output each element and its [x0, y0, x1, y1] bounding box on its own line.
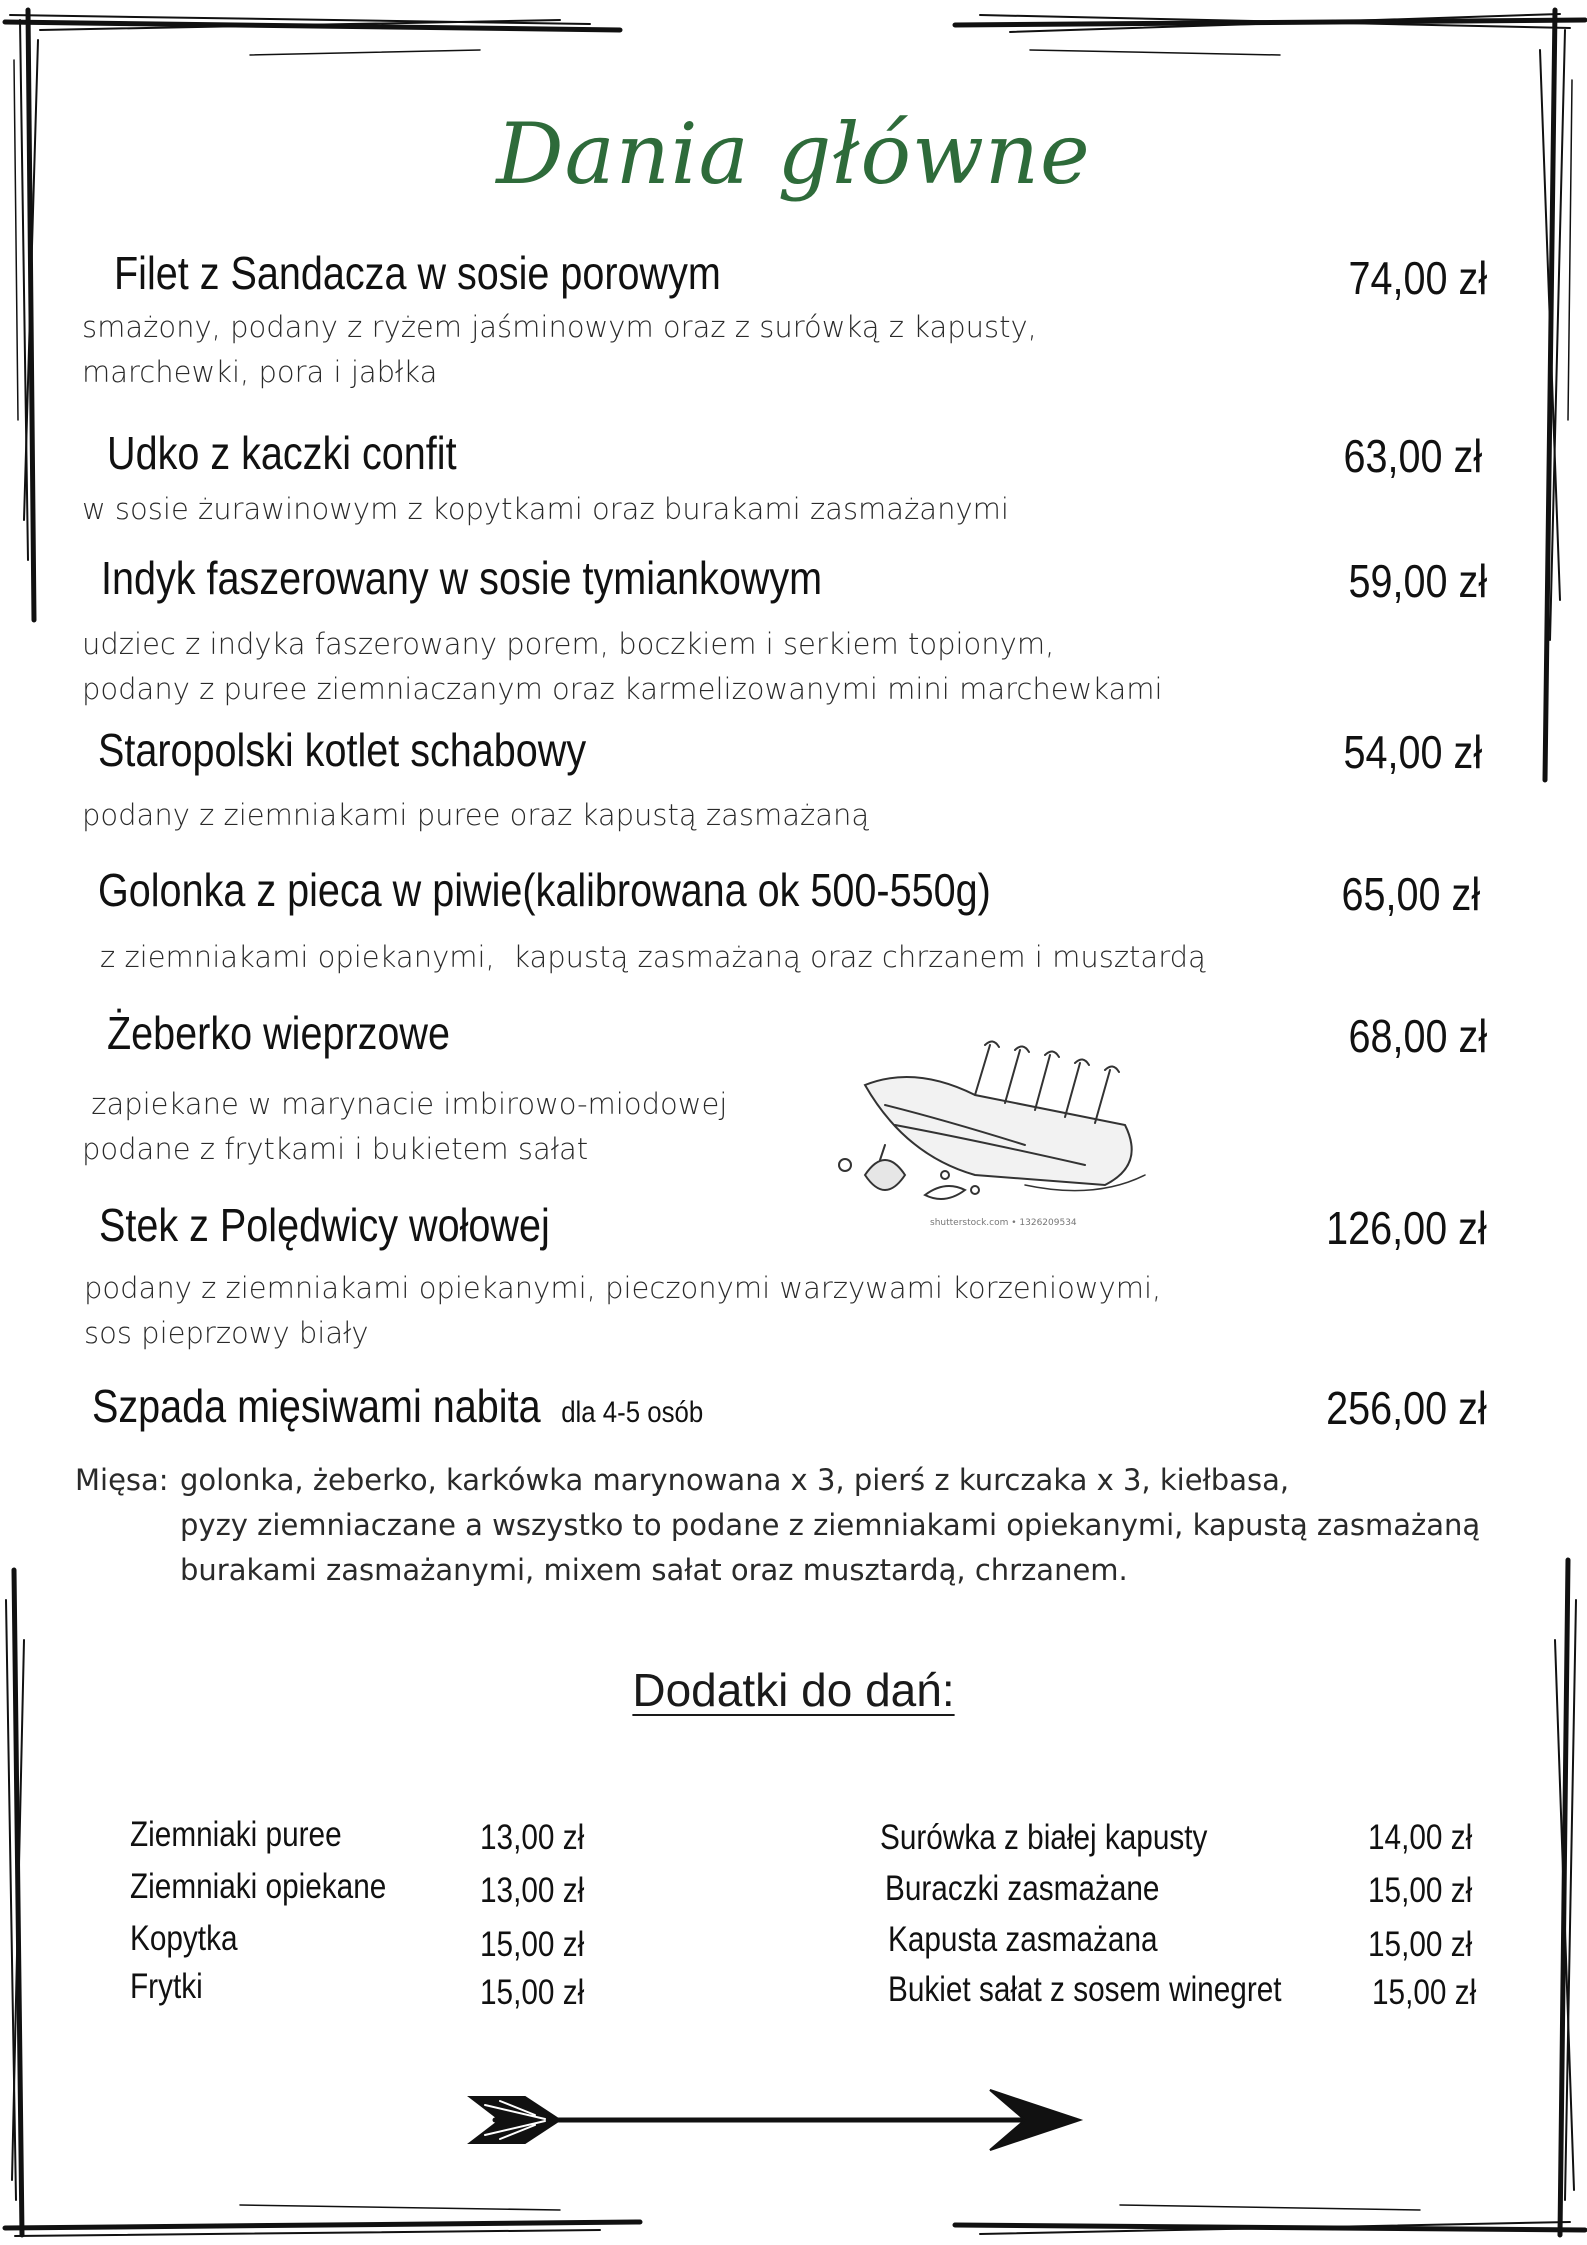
side-name: Ziemniaki opiekane: [130, 1867, 387, 1906]
side-price: 14,00 zł: [1368, 1818, 1473, 1857]
dish-description: z ziemniakami opiekanymi, kapustą zasmażaną oraz chrzanem i musztardą: [100, 940, 1206, 974]
dish-name: Udko z kaczki confit: [107, 427, 457, 479]
dish-name: Stek z Polędwicy wołowej: [99, 1199, 550, 1251]
dish-name: Golonka z pieca w piwie(kalibrowana ok 500-550g): [98, 864, 991, 916]
dish-description: udziec z indyka faszerowany porem, boczkiem i serkiem topionym, podany z puree ziemniaczanym oraz karmelizowanymi mini marchewkami: [82, 627, 1163, 706]
sides-title: Dodatki do dań:: [632, 1664, 955, 1716]
pork-ribs-illustration: [825, 1025, 1170, 1235]
dish-name-text: Szpada mięsiwami nabita: [92, 1380, 541, 1432]
side-name: Kopytka: [130, 1919, 238, 1958]
dish-description: smażony, podany z ryżem jaśminowym oraz z surówką z kapusty, marchewki, pora i jabłka: [82, 310, 1037, 389]
side-name: Frytki: [130, 1967, 203, 2006]
dish-name: Żeberko wieprzowe: [107, 1007, 451, 1059]
dish-price: 63,00 zł: [1343, 430, 1482, 482]
dish-description: podany z ziemniakami puree oraz kapustą zasmażaną: [82, 798, 870, 832]
dish-price: 256,00 zł: [1326, 1382, 1487, 1434]
side-price: 15,00 zł: [1372, 1973, 1477, 2012]
side-name: Kapusta zasmażana: [888, 1920, 1158, 1959]
dish-name: [92, 1378, 703, 1441]
dish-name: Indyk faszerowany w sosie tymiankowym: [101, 552, 823, 604]
side-name: Bukiet sałat z sosem winegret: [888, 1970, 1282, 2009]
side-price: 13,00 zł: [480, 1871, 585, 1910]
dish-price: 59,00 zł: [1348, 555, 1487, 607]
dish-price: 65,00 zł: [1341, 868, 1480, 920]
dish-description: w sosie żurawinowym z kopytkami oraz burakami zasmażanymi: [82, 492, 1009, 526]
side-name: Surówka z białej kapusty: [880, 1818, 1208, 1857]
dish-price: 74,00 zł: [1348, 252, 1487, 304]
side-name: Ziemniaki puree: [130, 1815, 342, 1854]
dish-description: podany z ziemniakami opiekanymi, pieczonymi warzywami korzeniowymi, sos pieprzowy biały: [84, 1271, 1162, 1350]
arrow-icon: [465, 2085, 1095, 2155]
side-price: 15,00 zł: [480, 1925, 585, 1964]
page-title: Dania główne: [496, 105, 1091, 203]
side-price: 15,00 zł: [480, 1973, 585, 2012]
dish-price: 54,00 zł: [1343, 726, 1482, 778]
dish-name: Filet z Sandacza w sosie porowym: [114, 247, 721, 299]
dish-price: 68,00 zł: [1348, 1010, 1487, 1062]
dish-price: 126,00 zł: [1326, 1202, 1487, 1254]
side-name: Buraczki zasmażane: [885, 1869, 1160, 1908]
dish-name: Staropolski kotlet schabowy: [98, 724, 587, 776]
illustration-credit: shutterstock.com • 1326209534: [930, 1218, 1077, 1228]
dish-note: dla 4-5 osób: [561, 1396, 704, 1429]
dish-description: zapiekane w marynacie imbirowo-miodowej podane z frytkami i bukietem sałat: [82, 1087, 728, 1166]
meat-description: golonka, żeberko, karkówka marynowana x 3, pierś z kurczaka x 3, kiełbasa, pyzy ziemniaczane a wszystko to podane z ziemniakami opiekanymi, kapustą zasmażaną burakami zasmażanymi, mixem sałat oraz musztardą, chrzanem.: [180, 1463, 1481, 1587]
side-price: 13,00 zł: [480, 1818, 585, 1857]
side-price: 15,00 zł: [1368, 1871, 1473, 1910]
meat-label: Mięsa:: [75, 1463, 169, 1497]
side-price: 15,00 zł: [1368, 1925, 1473, 1964]
